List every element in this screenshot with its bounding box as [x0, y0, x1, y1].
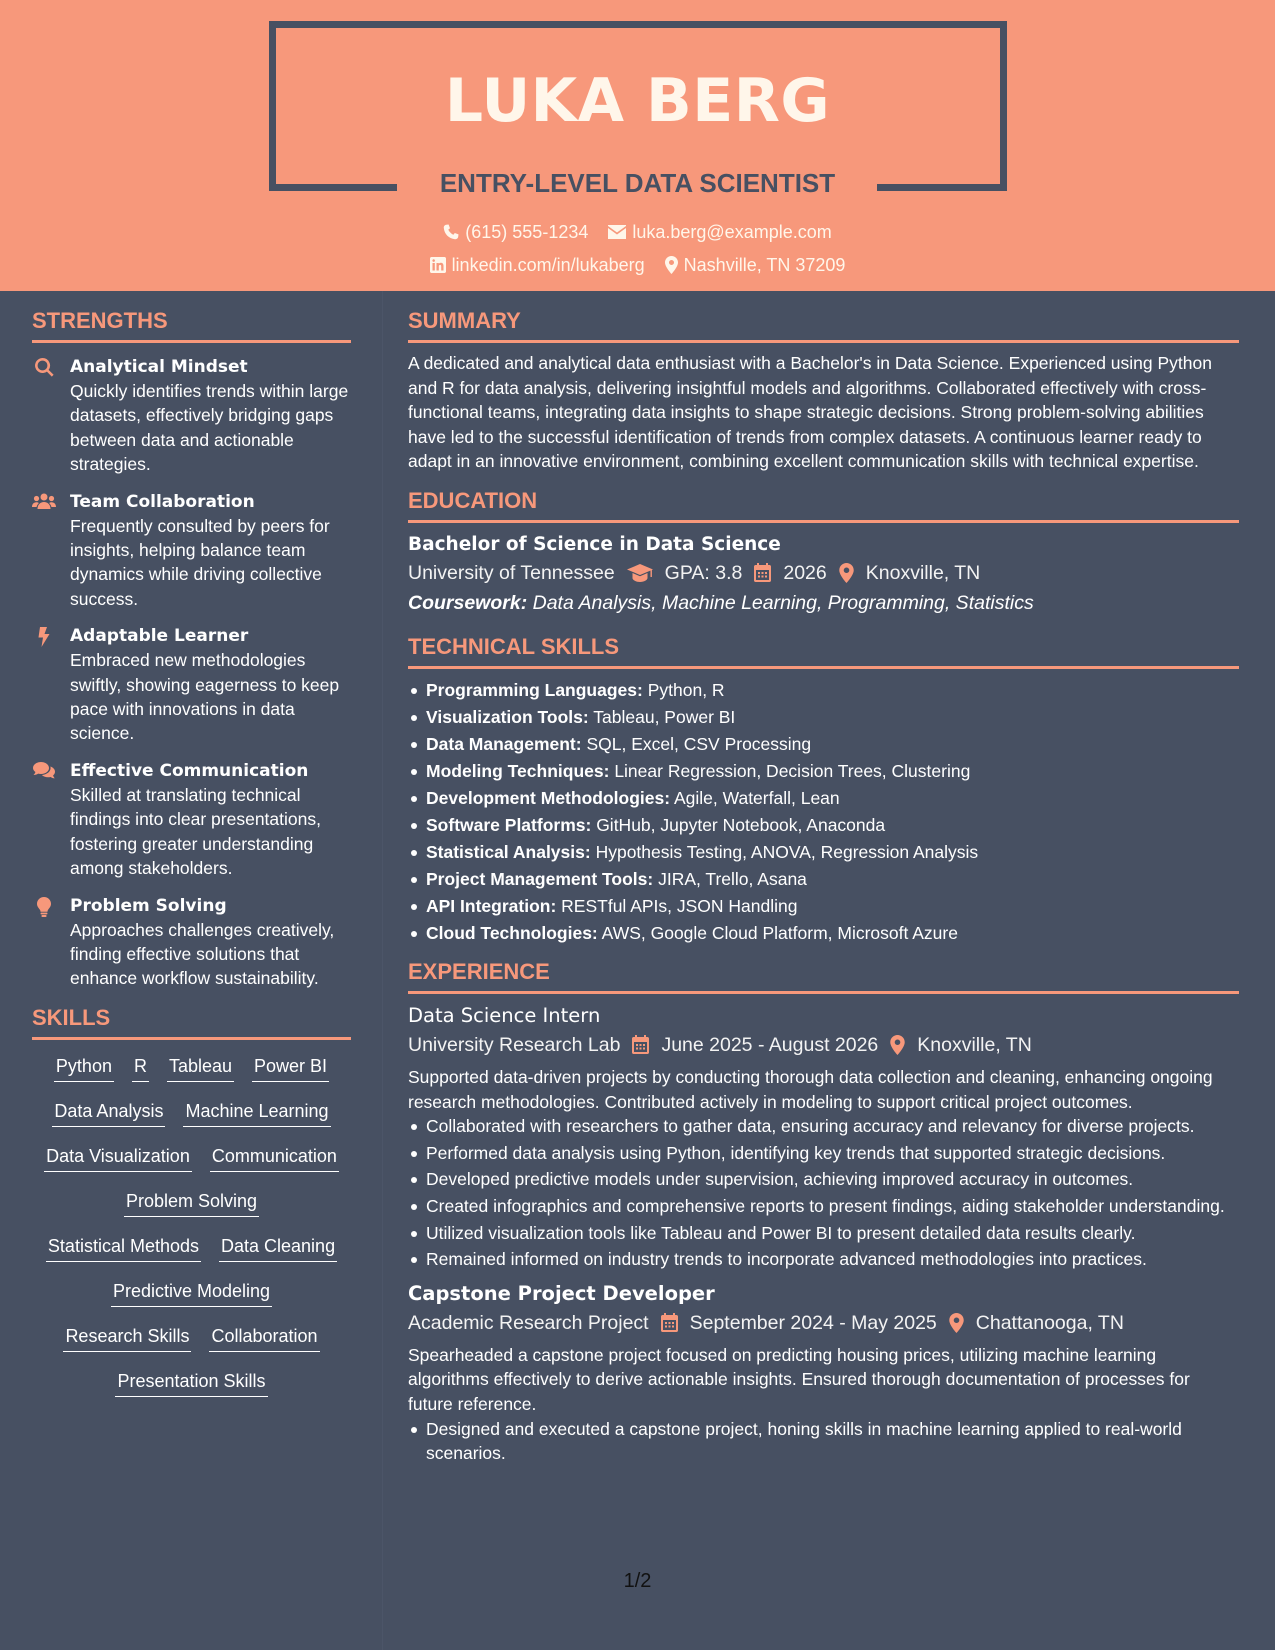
- job-entry: [408, 1002, 1239, 1272]
- strength-item: [32, 490, 351, 612]
- column-divider: [382, 291, 383, 1650]
- skill-tag: Presentation Skills: [115, 1369, 267, 1397]
- skill-row: [32, 1144, 351, 1189]
- list-item: Utilized visualization tools like Tableau and Power BI to present detailed data results clearly.: [408, 1221, 1239, 1246]
- list-item: Created infographics and comprehensive reports to present findings, aiding stakeholder understanding.: [408, 1194, 1239, 1219]
- list-item: [408, 866, 1239, 893]
- summary-text: A dedicated and analytical data enthusiast with a Bachelor's in Data Science. Experienced using Python and R for data analysis, delivering insightful models and algorithms. Collaborated effectively with cross-functional teams, integrating data insights to shape strategic decisions. Strong problem-solving abilities have led to the successful identification of trends from complex datasets. A continuous learner ready to adapt in an innovative environment, combining excellent communication skills with technical expertise.: [408, 353, 1212, 472]
- list-item: [408, 812, 1239, 839]
- users-icon: [32, 493, 56, 510]
- skill-row: [32, 1324, 351, 1369]
- skill-tag: Predictive Modeling: [111, 1279, 272, 1307]
- skill-tag: Problem Solving: [124, 1189, 259, 1217]
- search-icon: [35, 358, 54, 377]
- page-number: 1/2: [623, 1570, 652, 1592]
- strength-item: [32, 355, 351, 477]
- envelope-icon: [608, 225, 626, 239]
- job-description: Supported data-driven projects by conducting thorough data collection and cleaning, enhancing ongoing research methodologies. Contributed actively in modeling to support critical project outcomes.: [408, 1066, 1213, 1112]
- calendar-icon: [632, 1035, 649, 1054]
- experience-heading: EXPERIENCE: [408, 959, 1239, 994]
- list-item: [408, 704, 1239, 731]
- skill-value: Python, R: [647, 679, 725, 700]
- coursework-text: Data Analysis, Machine Learning, Programming, Statistics: [532, 591, 1034, 614]
- calendar-icon: [754, 563, 771, 582]
- strength-title: Effective Communication: [70, 760, 309, 781]
- job-dates: June 2025 - August 2026: [661, 1033, 879, 1056]
- strength-desc: Skilled at translating technical findings into clear presentations, fostering greater understanding among stakeholders.: [70, 784, 321, 879]
- skill-value: Hypothesis Testing, ANOVA, Regression Analysis: [595, 841, 979, 862]
- strength-title: Problem Solving: [70, 895, 227, 916]
- strength-title: Team Collaboration: [70, 491, 255, 512]
- job-title: ENTRY-LEVEL DATA SCIENTIST: [439, 168, 836, 198]
- list-item: [408, 893, 1239, 920]
- strength-desc: Frequently consulted by peers for insights, helping balance team dynamics while driving collective success.: [70, 515, 330, 609]
- strength-desc: Quickly identifies trends within large datasets, effectively bridging gaps between data and actionable strategies.: [70, 381, 349, 475]
- skill-row: [32, 1369, 351, 1414]
- list-item: [408, 839, 1239, 866]
- strength-item: [32, 894, 351, 991]
- contact-phone: [443, 220, 588, 244]
- skill-tag: Statistical Methods: [46, 1234, 201, 1262]
- skill-value: Tableau, Power BI: [593, 706, 736, 727]
- job-description: Spearheaded a capstone project focused on predicting housing prices, utilizing machine learning algorithms effectively to derive actionable insights. Ensured thorough documentation of processes for future reference.: [408, 1344, 1190, 1414]
- email-text: luka.berg@example.com: [632, 222, 832, 242]
- strength-item: [32, 759, 351, 881]
- comments-icon: [33, 762, 55, 779]
- contact-row-2: [0, 253, 1275, 277]
- list-item: [408, 677, 1239, 704]
- left-column: [32, 308, 351, 1414]
- skill-label: Project Management Tools:: [426, 868, 654, 889]
- skill-label: Cloud Technologies:: [426, 922, 598, 943]
- list-item: [408, 785, 1239, 812]
- list-item: [408, 731, 1239, 758]
- skill-tag: Research Skills: [63, 1324, 191, 1352]
- skill-tag: Power BI: [252, 1054, 329, 1082]
- school-location: Knoxville, TN: [865, 561, 981, 584]
- contact-linkedin[interactable]: [430, 253, 645, 277]
- list-item: [408, 758, 1239, 785]
- technical-skills-heading: TECHNICAL SKILLS: [408, 634, 1239, 669]
- job-role: Capstone Project Developer: [408, 1281, 715, 1305]
- lightbulb-icon: [37, 897, 51, 917]
- skill-value: Agile, Waterfall, Lean: [673, 787, 840, 808]
- right-column: [408, 308, 1239, 1468]
- skills-heading: SKILLS: [32, 1005, 351, 1040]
- skill-tag: Collaboration: [209, 1324, 319, 1352]
- job-location: Chattanooga, TN: [975, 1311, 1124, 1334]
- skill-tag: Data Cleaning: [219, 1234, 337, 1262]
- skill-row: [32, 1279, 351, 1324]
- skill-row: [32, 1189, 351, 1234]
- map-pin-icon: [839, 563, 854, 583]
- graduation-year: 2026: [783, 561, 827, 584]
- list-item: Collaborated with researchers to gather data, ensuring accuracy and relevancy for diverse projects.: [408, 1114, 1239, 1139]
- contact-location: [665, 253, 846, 277]
- skill-tag: Machine Learning: [183, 1099, 330, 1127]
- skill-label: Programming Languages:: [426, 679, 643, 700]
- list-item: Performed data analysis using Python, identifying key trends that supported strategic decisions.: [408, 1141, 1239, 1166]
- job-org: Academic Research Project: [408, 1311, 649, 1334]
- education-meta: [408, 558, 1239, 588]
- skill-label: Software Platforms:: [426, 814, 592, 835]
- strength-item: [32, 624, 351, 746]
- job-meta: [408, 1030, 1239, 1060]
- job-location: Knoxville, TN: [917, 1033, 1032, 1056]
- strengths-list: [32, 355, 351, 991]
- skill-tag: Python: [54, 1054, 114, 1082]
- skill-row: [32, 1234, 351, 1279]
- skill-tag: Tableau: [167, 1054, 234, 1082]
- job-bullets: [408, 1417, 1239, 1466]
- job-entry: [408, 1280, 1239, 1466]
- linkedin-icon: [430, 257, 446, 273]
- map-pin-icon: [665, 256, 678, 274]
- skill-value: GitHub, Jupyter Notebook, Anaconda: [596, 814, 886, 835]
- calendar-icon: [661, 1313, 678, 1332]
- skill-row: [32, 1099, 351, 1144]
- skill-label: Modeling Techniques:: [426, 760, 610, 781]
- list-item: Designed and executed a capstone project, honing skills in machine learning applied to real-world scenarios.: [408, 1417, 1239, 1466]
- linkedin-text: linkedin.com/in/lukaberg: [451, 255, 645, 275]
- skill-tag: Data Analysis: [52, 1099, 165, 1127]
- list-item: Remained informed on industry trends to incorporate advanced methodologies into practices.: [408, 1247, 1239, 1272]
- bolt-icon: [38, 627, 50, 647]
- skill-value: AWS, Google Cloud Platform, Microsoft Azure: [601, 922, 958, 943]
- skills-tags: [32, 1054, 351, 1414]
- candidate-name: LUKA BERG: [444, 66, 831, 136]
- skill-label: Development Methodologies:: [426, 787, 671, 808]
- skill-tag: Data Visualization: [44, 1144, 192, 1172]
- skill-value: RESTful APIs, JSON Handling: [561, 895, 798, 916]
- skill-value: Linear Regression, Decision Trees, Clustering: [614, 760, 971, 781]
- job-org: University Research Lab: [408, 1033, 621, 1056]
- strengths-heading: STRENGTHS: [32, 308, 351, 343]
- strength-title: Adaptable Learner: [70, 626, 249, 647]
- contact-row-1: [0, 220, 1275, 244]
- summary-heading: SUMMARY: [408, 308, 1239, 343]
- graduation-cap-icon: [627, 564, 653, 582]
- job-role: Data Science Intern: [408, 1003, 601, 1027]
- skill-tag: R: [132, 1054, 149, 1082]
- contact-email[interactable]: [608, 220, 831, 244]
- strength-desc: Approaches challenges creatively, finding effective solutions that enhance workflow sustainability.: [70, 919, 335, 989]
- list-item: Developed predictive models under supervision, achieving improved accuracy in outcomes.: [408, 1167, 1239, 1192]
- job-bullets: [408, 1114, 1239, 1272]
- school-name: University of Tennessee: [408, 561, 615, 584]
- skill-label: API Integration:: [426, 895, 557, 916]
- skill-label: Data Management:: [426, 733, 582, 754]
- technical-skills-list: [408, 677, 1239, 947]
- phone-text: (615) 555-1234: [465, 222, 589, 242]
- resume-header: [0, 0, 1275, 291]
- phone-icon: [443, 224, 459, 240]
- skill-label: Visualization Tools:: [426, 706, 589, 727]
- skill-row: [32, 1054, 351, 1099]
- strength-title: Analytical Mindset: [70, 357, 248, 377]
- degree-title: Bachelor of Science in Data Science: [408, 533, 781, 555]
- skill-tag: Communication: [210, 1144, 339, 1172]
- skill-value: JIRA, Trello, Asana: [658, 868, 807, 889]
- education-heading: EDUCATION: [408, 488, 1239, 523]
- coursework-line: [408, 588, 1239, 618]
- job-meta: [408, 1308, 1239, 1338]
- list-item: [408, 920, 1239, 947]
- location-text: Nashville, TN 37209: [683, 255, 846, 275]
- skill-value: SQL, Excel, CSV Processing: [586, 733, 812, 754]
- coursework-label: Coursework:: [408, 591, 528, 614]
- job-dates: September 2024 - May 2025: [689, 1311, 937, 1334]
- map-pin-icon: [890, 1035, 905, 1055]
- skill-label: Statistical Analysis:: [426, 841, 591, 862]
- strength-desc: Embraced new methodologies swiftly, showing eagerness to keep pace with innovations in data science.: [70, 650, 340, 744]
- map-pin-icon: [949, 1313, 964, 1333]
- gpa-text: GPA: 3.8: [664, 561, 743, 584]
